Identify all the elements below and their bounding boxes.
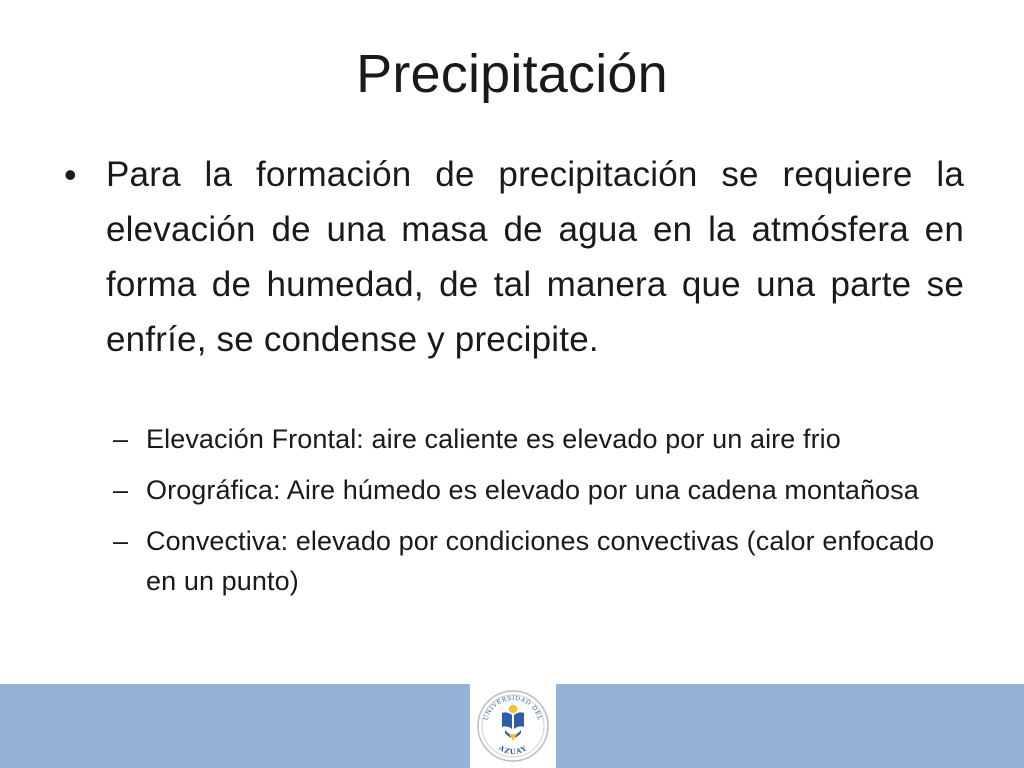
sub-bullet-item [113, 470, 963, 510]
bullet-dot-icon: • [64, 154, 77, 195]
dash-icon: – [113, 526, 129, 556]
sub-bullet-text: Elevación Frontal: aire caliente es elevado por un aire frio [146, 424, 841, 454]
dash-icon: – [113, 475, 129, 505]
university-seal-icon [476, 689, 550, 763]
main-bullet [60, 147, 964, 367]
dash-icon: – [113, 424, 129, 454]
sub-bullet-text: Orográfica: Aire húmedo es elevado por una cadena montañosa [146, 475, 919, 505]
sub-bullet-text: Convectiva: elevado por condiciones convectivas (calor enfocado en un punto) [146, 526, 935, 596]
main-bullet-text: Para la formación de precipitación se requiere la elevación de una masa de agua en la atmósfera en forma de humedad, de tal manera que una parte se enfríe, se condense y precipite. [106, 155, 964, 359]
sub-bullet-list [113, 419, 963, 612]
logo-text-bottom: AZUAY [497, 743, 529, 757]
slide-title: Precipitación [356, 44, 668, 104]
sub-bullet-item [113, 419, 963, 459]
university-logo [470, 684, 556, 768]
logo-text-top: UNIVERSIDAD DEL [482, 694, 544, 722]
sub-bullet-item [113, 521, 963, 601]
